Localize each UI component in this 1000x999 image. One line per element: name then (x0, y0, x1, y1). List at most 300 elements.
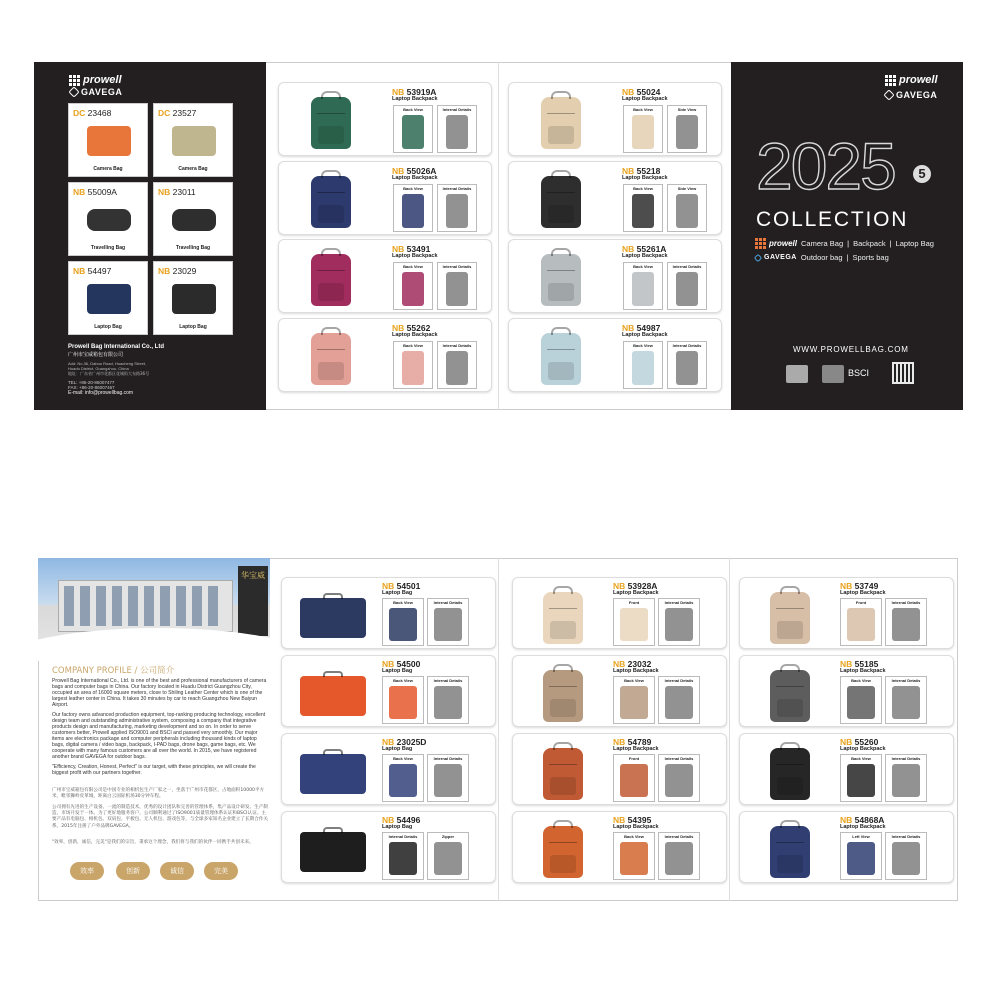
product-type: Laptop Backpack (840, 668, 886, 674)
detail-view[interactable] (623, 105, 663, 153)
website[interactable]: WWW.PROWELLBAG.COM (793, 345, 909, 354)
backpack-image (541, 97, 581, 149)
product-card[interactable] (512, 733, 727, 805)
product-type: Laptop Backpack (392, 175, 438, 181)
laptop-bag-image (300, 676, 366, 716)
divider: | (847, 239, 850, 248)
product-name: Laptop Bag (179, 324, 207, 330)
product-tile[interactable] (68, 261, 148, 335)
product-card[interactable] (278, 239, 492, 313)
strap (553, 742, 573, 750)
product-tile[interactable] (153, 182, 233, 256)
detail-label: Internal Details (433, 600, 463, 605)
pocket (550, 855, 576, 873)
detail-image (620, 842, 648, 875)
product-code: NB 23032 (613, 659, 652, 669)
product-code: NB 55218 (622, 166, 661, 176)
strap (321, 248, 341, 256)
bag-image (87, 126, 131, 156)
detail-image (676, 272, 698, 306)
detail-view[interactable] (393, 262, 433, 310)
building-windows (64, 586, 224, 626)
detail-view[interactable] (437, 105, 477, 153)
detail-view[interactable] (393, 105, 433, 153)
fax: FAX: +86-20-86007467 (68, 385, 115, 390)
backpack-image (770, 592, 810, 644)
prowell-logo-small (755, 238, 797, 249)
detail-view[interactable] (667, 184, 707, 232)
strap (553, 664, 573, 672)
detail-image (632, 115, 654, 149)
qr-code-icon[interactable] (892, 362, 914, 384)
prowell-dots-icon (885, 75, 896, 86)
gavega-text: GAVEGA (896, 90, 938, 100)
detail-image (892, 686, 920, 719)
product-card[interactable] (512, 577, 727, 649)
detail-view[interactable] (382, 754, 424, 802)
detail-view[interactable] (613, 676, 655, 724)
laptop-bag-image (300, 754, 366, 794)
value-badge: 效率 (70, 862, 104, 880)
detail-view[interactable] (613, 598, 655, 646)
address-line: Huadu District, Guangzhou, China (68, 366, 129, 371)
detail-label: Left View (852, 834, 870, 839)
email[interactable]: E-mail: info@prowellbag.com (68, 390, 134, 396)
product-type: Laptop Backpack (392, 332, 438, 338)
strap (780, 820, 800, 828)
backpack-image (311, 333, 351, 385)
gavega-icon (68, 86, 79, 97)
main-photo (529, 740, 601, 800)
product-card[interactable] (508, 318, 722, 392)
handle (323, 749, 343, 755)
company-name: Prowell Bag International Co., Ltd (68, 344, 165, 350)
cover-line-gavega (755, 253, 889, 262)
product-card[interactable] (508, 82, 722, 156)
detail-label: Internal Details (442, 264, 472, 269)
detail-label: Internal Details (672, 343, 702, 348)
gavega-logo-small (755, 254, 797, 261)
product-card[interactable] (508, 239, 722, 313)
zipper (317, 192, 345, 193)
detail-image (847, 686, 875, 719)
product-name: Camera Bag (178, 166, 208, 172)
detail-image (402, 351, 424, 385)
detail-image (620, 686, 648, 719)
product-type: Laptop Bag (382, 746, 413, 752)
handle (323, 827, 343, 833)
backpack-image (541, 254, 581, 306)
product-code: NB 53491 (392, 244, 431, 254)
detail-image (402, 272, 424, 306)
main-photo (298, 584, 370, 644)
detail-label: Internal Details (442, 343, 472, 348)
product-card[interactable] (508, 161, 722, 235)
main-photo (527, 246, 597, 308)
detail-view[interactable] (885, 598, 927, 646)
detail-image (892, 842, 920, 875)
backpack-image (770, 826, 810, 878)
main-photo (529, 818, 601, 878)
pocket (318, 362, 344, 380)
pocket (318, 126, 344, 144)
strap (321, 327, 341, 335)
strap (551, 91, 571, 99)
certificate-icon (786, 365, 808, 383)
zipper (776, 842, 804, 843)
detail-view[interactable] (382, 676, 424, 724)
product-code: DC 23527 (158, 108, 197, 118)
detail-image (389, 842, 417, 875)
photo-curve (38, 628, 270, 661)
product-tile[interactable] (68, 182, 148, 256)
product-card[interactable] (281, 655, 496, 727)
detail-view[interactable] (623, 341, 663, 389)
category-label: Camera Bag (801, 239, 844, 248)
category-label: Backpack (853, 239, 886, 248)
year-badge: 5 (913, 165, 931, 183)
detail-view[interactable] (658, 676, 700, 724)
detail-view[interactable] (885, 676, 927, 724)
product-tile[interactable] (68, 103, 148, 177)
year-title: 2025 (756, 129, 895, 203)
profile-paragraph: Our factory owns advanced production equipment, top-ranking producing technology, excellent design team and outstanding administrative system, composing a company that integrative products design and manufacturing, marketing development and so on. In order to serve customers better, Prowell applied ISO9001 and BSCI and passed very smoothly. Our major items are electronics package and computer peripherals including thousand kinds of laptop bags, digital camera / video bags, backpack, I-PAD bags, drone bags, game bags, etc. We cooperate with many famous customers are all over the world. In 2015, we have registered another brand GAVEGA for outdoor bags. (52, 712, 266, 760)
bsci-logo: BSCI (848, 368, 870, 378)
main-photo (298, 662, 370, 722)
product-code: NB 54395 (613, 815, 652, 825)
main-photo (298, 818, 370, 878)
bag-image (87, 209, 131, 231)
detail-view[interactable] (885, 832, 927, 880)
detail-view[interactable] (667, 341, 707, 389)
value-badge: 诚信 (160, 862, 194, 880)
detail-view[interactable] (885, 754, 927, 802)
detail-label: Back View (633, 343, 653, 348)
address-line: Add: No.36, Dabuo Road, Huacheng Street, (68, 361, 147, 366)
product-card[interactable] (739, 733, 954, 805)
product-type: Laptop Backpack (613, 590, 659, 596)
product-code: NB 55026A (392, 166, 437, 176)
product-code: NB 54496 (382, 815, 421, 825)
detail-label: Back View (403, 107, 423, 112)
factory-photo (38, 558, 270, 661)
address-cn: 地址：广东省广州市花都区花城街大布路36号 (68, 371, 150, 376)
profile-paragraph-cn: "效率，创新，诚信，完美"是我们的宗旨，秉承这个理念，我们将与我们的伙伴一同携手共创未来。 (52, 840, 254, 845)
detail-image (665, 842, 693, 875)
product-card[interactable] (281, 577, 496, 649)
product-code: DC 23468 (73, 108, 112, 118)
detail-view[interactable] (840, 754, 882, 802)
detail-label: Internal Details (664, 678, 694, 683)
product-code: NB 53919A (392, 87, 437, 97)
product-card[interactable] (278, 161, 492, 235)
detail-label: Back View (624, 834, 644, 839)
strap (780, 664, 800, 672)
detail-view[interactable] (427, 832, 469, 880)
detail-image (446, 115, 468, 149)
detail-image (389, 686, 417, 719)
fold-line (498, 62, 499, 410)
detail-image (847, 842, 875, 875)
detail-image (665, 608, 693, 641)
prowell-dots-icon (755, 238, 766, 249)
detail-label: Internal Details (891, 600, 921, 605)
cover-prowell-logo (885, 74, 938, 86)
detail-image (632, 194, 654, 228)
detail-label: Back View (851, 756, 871, 761)
divider: | (846, 253, 849, 262)
detail-view[interactable] (658, 832, 700, 880)
detail-image (632, 272, 654, 306)
product-type: Laptop Bag (382, 668, 413, 674)
detail-view[interactable] (667, 105, 707, 153)
pocket (550, 621, 576, 639)
backpack-image (543, 748, 583, 800)
handle (323, 593, 343, 599)
strap (553, 820, 573, 828)
pocket (777, 699, 803, 717)
pocket (548, 205, 574, 223)
main-photo (297, 325, 367, 387)
product-code: NB 55024 (622, 87, 661, 97)
detail-label: Back View (403, 186, 423, 191)
pocket (548, 126, 574, 144)
detail-view[interactable] (613, 832, 655, 880)
bag-image (172, 126, 216, 156)
detail-label: Back View (633, 264, 653, 269)
detail-view[interactable] (437, 341, 477, 389)
value-badge: 完美 (204, 862, 238, 880)
product-card[interactable] (281, 811, 496, 883)
prowell-logo (69, 74, 122, 86)
detail-view[interactable] (623, 262, 663, 310)
product-type: Laptop Backpack (392, 96, 438, 102)
product-type: Laptop Backpack (622, 96, 668, 102)
product-code: NB 23011 (158, 187, 196, 197)
main-photo (527, 325, 597, 387)
main-photo (756, 662, 828, 722)
strap (780, 586, 800, 594)
strap (551, 170, 571, 178)
gavega-icon (883, 89, 894, 100)
main-photo (529, 584, 601, 644)
zipper (549, 842, 577, 843)
product-type: Laptop Backpack (622, 253, 668, 259)
bag-image (87, 284, 131, 314)
laptop-bag-image (300, 832, 366, 872)
pocket (550, 699, 576, 717)
fold-line (729, 558, 730, 901)
backpack-image (311, 97, 351, 149)
detail-image (389, 764, 417, 797)
detail-image (676, 351, 698, 385)
product-tile[interactable] (153, 261, 233, 335)
backpack-image (541, 176, 581, 228)
handle (323, 671, 343, 677)
gavega-text: GAVEGA (81, 87, 123, 97)
product-code: NB 53749 (840, 581, 879, 591)
detail-view[interactable] (658, 754, 700, 802)
certificate-icon (822, 365, 844, 383)
product-code: NB 54497 (73, 266, 112, 276)
zipper (776, 764, 804, 765)
detail-view[interactable] (427, 676, 469, 724)
detail-view[interactable] (427, 598, 469, 646)
detail-label: Internal Details (388, 834, 418, 839)
detail-view[interactable] (382, 832, 424, 880)
detail-label: Back View (633, 107, 653, 112)
product-card[interactable] (739, 577, 954, 649)
pocket (777, 777, 803, 795)
detail-view[interactable] (393, 341, 433, 389)
detail-view[interactable] (623, 184, 663, 232)
detail-view[interactable] (393, 184, 433, 232)
profile-paragraph: "Efficiency, Creation, Honest, Perfect" is our target, with these principles, we will create the biggest profit with our partners together. (52, 764, 256, 776)
zipper (549, 686, 577, 687)
detail-label: Side View (677, 186, 697, 191)
product-type: Laptop Backpack (622, 175, 668, 181)
prowell-text: prowell (769, 239, 798, 248)
category-label: Laptop Bag (895, 239, 934, 248)
detail-image (620, 764, 648, 797)
detail-label: Back View (403, 264, 423, 269)
product-type: Laptop Backpack (840, 824, 886, 830)
detail-view[interactable] (437, 184, 477, 232)
product-code: NB 54501 (382, 581, 421, 591)
product-tile[interactable] (153, 103, 233, 177)
fold-line (498, 558, 499, 901)
product-card[interactable] (278, 82, 492, 156)
detail-label: Front (855, 600, 867, 605)
product-code: NB 55260 (840, 737, 879, 747)
product-card[interactable] (739, 811, 954, 883)
main-photo (297, 246, 367, 308)
detail-image (632, 351, 654, 385)
building-sign: 华宝威 (238, 566, 268, 636)
main-photo (529, 662, 601, 722)
profile-paragraph-cn: 广州市宝威箱包有限公司是中国专业的相机包生产厂家之一，坐落于广州市花都区，占地面积10000平方米，毗邻狮岭皮革城，距离白云国际机场30分钟车程。 (52, 788, 265, 800)
detail-image (402, 194, 424, 228)
detail-label: Back View (633, 186, 653, 191)
detail-label: Back View (624, 678, 644, 683)
detail-label: Internal Details (891, 756, 921, 761)
bag-image (172, 284, 216, 314)
product-code: NB 54987 (622, 323, 661, 333)
strap (780, 742, 800, 750)
product-card[interactable] (512, 655, 727, 727)
detail-label: Zipper (441, 834, 455, 839)
strap (553, 586, 573, 594)
detail-view[interactable] (840, 598, 882, 646)
product-name: Laptop Bag (94, 324, 122, 330)
main-photo (297, 89, 367, 151)
product-type: Laptop Backpack (840, 746, 886, 752)
backpack-image (543, 826, 583, 878)
zipper (547, 192, 575, 193)
zipper (549, 764, 577, 765)
zipper (549, 608, 577, 609)
product-card[interactable] (512, 811, 727, 883)
detail-image (434, 686, 462, 719)
detail-view[interactable] (840, 832, 882, 880)
product-card[interactable] (281, 733, 496, 805)
product-code: NB 55009A (73, 187, 117, 197)
value-badge: 创新 (116, 862, 150, 880)
detail-view[interactable] (667, 262, 707, 310)
product-type: Laptop Backpack (613, 746, 659, 752)
detail-image (676, 194, 698, 228)
detail-label: Back View (393, 600, 413, 605)
detail-view[interactable] (437, 262, 477, 310)
zipper (776, 686, 804, 687)
pocket (318, 283, 344, 301)
detail-label: Front (628, 600, 640, 605)
product-card[interactable] (278, 318, 492, 392)
main-photo (756, 740, 828, 800)
detail-image (665, 686, 693, 719)
product-code: NB 54789 (613, 737, 652, 747)
zipper (317, 270, 345, 271)
detail-image (446, 351, 468, 385)
detail-image (434, 842, 462, 875)
detail-label: Front (628, 756, 640, 761)
product-code: NB 55185 (840, 659, 879, 669)
backpack-image (311, 254, 351, 306)
detail-image (665, 764, 693, 797)
detail-image (434, 764, 462, 797)
prowell-dots-icon (69, 75, 80, 86)
detail-image (402, 115, 424, 149)
detail-label: Internal Details (664, 756, 694, 761)
backpack-image (311, 176, 351, 228)
detail-view[interactable] (613, 754, 655, 802)
pocket (548, 362, 574, 380)
main-photo (297, 168, 367, 230)
backpack-image (543, 592, 583, 644)
cover-panel (731, 62, 963, 410)
profile-paragraph: Prowell Bag International Co., Ltd. is one of the best and professional manufacturers of camera bags and computer bags in China. Our factory located in Huadu District Guangzhou City, occupied an area of 16000 square meters, close to Shiling Leather Center which is one of the largest leather center in China. It takes 30 minutes by car to reach Guangzhou New Baiyun Airport. (52, 678, 267, 708)
strap (321, 170, 341, 178)
detail-view[interactable] (840, 676, 882, 724)
detail-image (676, 115, 698, 149)
detail-view[interactable] (658, 598, 700, 646)
detail-label: Internal Details (891, 678, 921, 683)
gavega-icon (754, 253, 762, 261)
zipper (317, 349, 345, 350)
product-code: NB 23029 (158, 266, 197, 276)
product-type: Laptop Backpack (622, 332, 668, 338)
detail-image (847, 608, 875, 641)
tel: TEL: +86-20-86007477 (68, 380, 115, 385)
main-photo (527, 168, 597, 230)
product-code: NB 53928A (613, 581, 658, 591)
detail-view[interactable] (427, 754, 469, 802)
product-name: Travelling Bag (90, 245, 126, 251)
zipper (547, 270, 575, 271)
detail-label: Internal Details (433, 756, 463, 761)
detail-label: Internal Details (664, 834, 694, 839)
category-label: Outdoor bag (800, 253, 843, 262)
product-type: Laptop Bag (382, 590, 413, 596)
detail-label: Back View (851, 678, 871, 683)
backpack-image (770, 670, 810, 722)
product-card[interactable] (739, 655, 954, 727)
detail-label: Back View (393, 678, 413, 683)
detail-view[interactable] (382, 598, 424, 646)
product-name: Camera Bag (93, 166, 123, 172)
pocket (550, 777, 576, 795)
detail-image (446, 272, 468, 306)
